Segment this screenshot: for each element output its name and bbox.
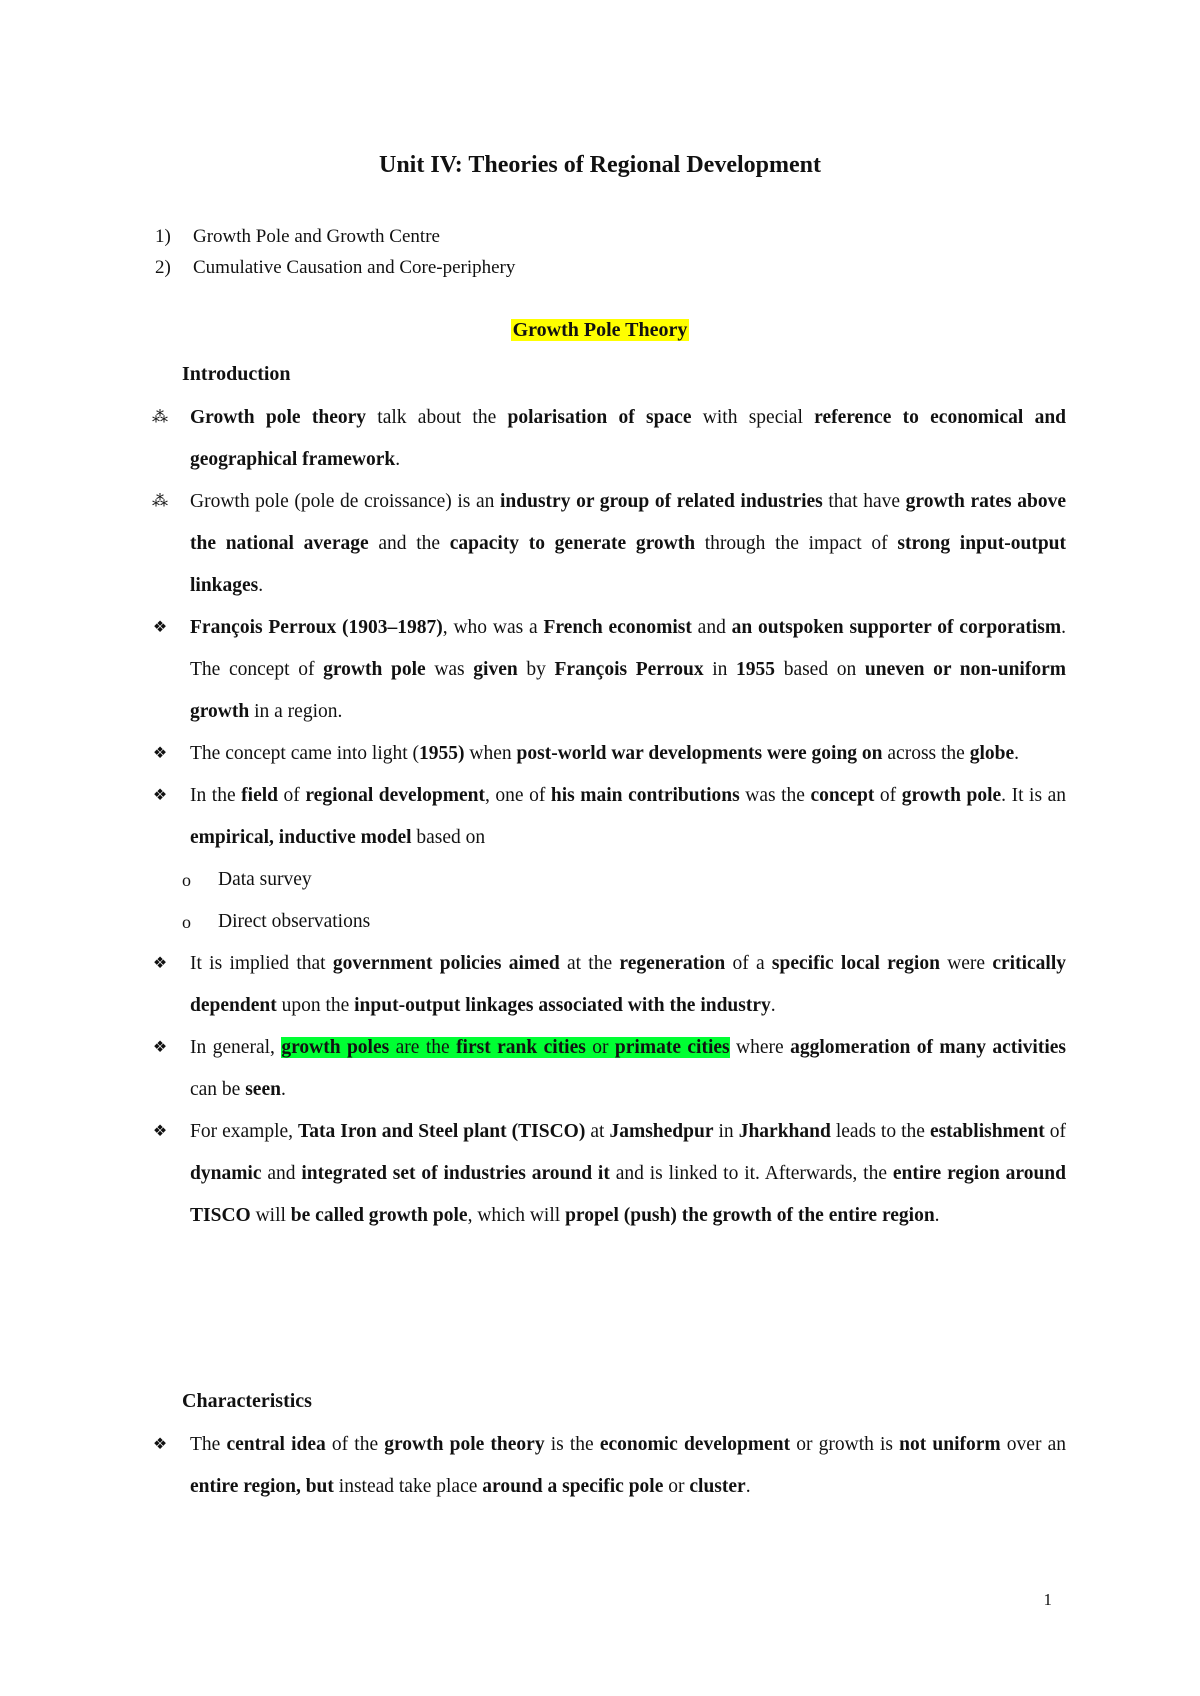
asterism-bullet-icon: ⁂ [152, 409, 168, 426]
bullet-paragraph: ❖ François Perroux (1903–1987), who was a French economist and an outspoken supporter of corporatism. The concept of growth pole was given by François Perroux in 1955 based on uneven or non-uniform growth in a region. [140, 607, 1066, 733]
bullet-paragraph: ❖ The concept came into light (1955) when post-world war developments were going on across the globe. [140, 733, 1066, 775]
characteristics-heading: Characteristics [182, 1390, 312, 1412]
diamond-bullet-icon: ❖ [152, 619, 168, 636]
topic-item [155, 221, 515, 252]
topic-list [155, 221, 515, 283]
introduction-heading: Introduction [182, 363, 291, 385]
bullet-paragraph: ❖ It is implied that government policies aimed at the regeneration of a specific local region were critically dependent upon the input-output linkages associated with the industry. [140, 943, 1066, 1027]
asterism-bullet-icon: ⁂ [152, 493, 168, 510]
section-title [0, 316, 1200, 344]
topic-number: 1) [155, 226, 171, 247]
topic-number: 2) [155, 257, 171, 278]
bullet-paragraph: ⁂ Growth pole theory talk about the polarisation of space with special reference to economical and geographical framework. [140, 397, 1066, 481]
topic-text: Growth Pole and Growth Centre [193, 226, 440, 247]
circle-bullet-icon: o [182, 912, 191, 932]
bullet-paragraph: ⁂ Growth pole (pole de croissance) is an industry or group of related industries that have growth rates above the national average and the capacity to generate growth through the impact of strong input-output linkages. [140, 481, 1066, 607]
bullet-paragraph: ❖ For example, Tata Iron and Steel plant (TISCO) at Jamshedpur in Jharkhand leads to the establishment of dynamic and integrated set of industries around it and is linked to it. Afterwards, the entire region around TISCO will be called growth pole, which will propel (push) the growth of the entire region. [140, 1111, 1066, 1237]
topic-item [155, 252, 515, 283]
characteristics-body [140, 1424, 1066, 1508]
document-title: Unit IV: Theories of Regional Development [379, 152, 821, 178]
sub-list-item: o Data survey [140, 859, 1066, 901]
green-highlight: growth poles are the first rank cities or primate cities [281, 1037, 730, 1058]
diamond-bullet-icon: ❖ [152, 745, 168, 762]
circle-bullet-icon: o [182, 870, 191, 890]
diamond-bullet-icon: ❖ [152, 955, 168, 972]
highlighted-section-title: Growth Pole Theory [512, 319, 688, 341]
diamond-bullet-icon: ❖ [152, 1123, 168, 1140]
diamond-bullet-icon: ❖ [152, 1039, 168, 1056]
sub-list-item: o Direct observations [140, 901, 1066, 943]
bullet-paragraph: ❖ In the field of regional development, one of his main contributions was the concept of growth pole. It is an empirical, inductive model based on [140, 775, 1066, 859]
diamond-bullet-icon: ❖ [152, 1436, 168, 1453]
bullet-paragraph: ❖ The central idea of the growth pole theory is the economic development or growth is not uniform over an entire region, but instead take place around a specific pole or cluster. [140, 1424, 1066, 1508]
bullet-paragraph: ❖ In general, growth poles are the first rank cities or primate cities where agglomeration of many activities can be seen. [140, 1027, 1066, 1111]
topic-text: Cumulative Causation and Core-periphery [193, 257, 516, 278]
introduction-body [140, 397, 1066, 1237]
page-number: 1 [1043, 1590, 1052, 1609]
diamond-bullet-icon: ❖ [152, 787, 168, 804]
